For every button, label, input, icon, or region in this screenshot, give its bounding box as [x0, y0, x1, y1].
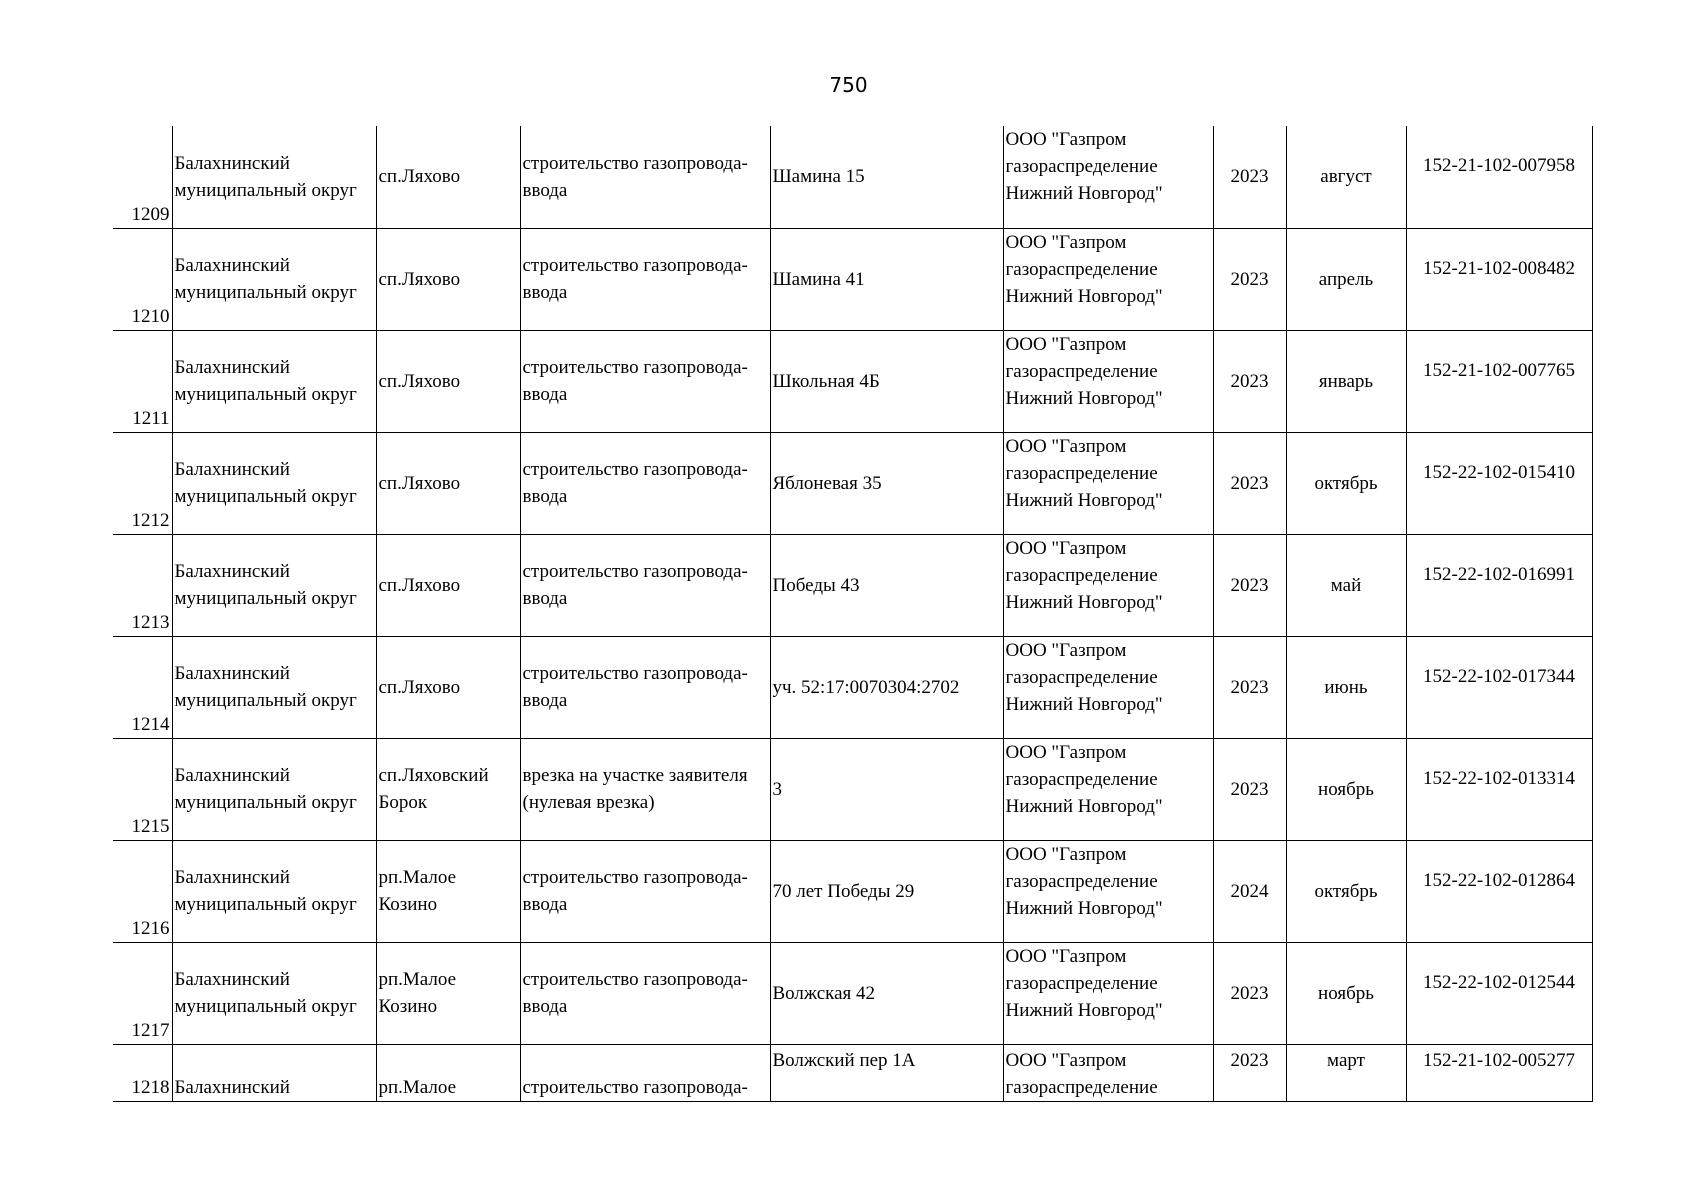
- organization-cell-line: Нижний Новгород": [1005, 897, 1163, 919]
- district-cell: [172, 840, 376, 942]
- district-cell-line: Балахнинский: [174, 969, 290, 990]
- registration-number-cell: 152-22-102-016991: [1406, 534, 1592, 636]
- registration-number-cell: 152-21-102-005277: [1406, 1044, 1592, 1101]
- address-cell: Волжский пер 1А: [770, 1044, 1003, 1101]
- organization-cell: [1003, 228, 1213, 330]
- organization-cell-line: Нижний Новгород": [1005, 285, 1163, 307]
- organization-cell-line: газораспределение: [1005, 1076, 1158, 1098]
- district-cell-line: муниципальный округ: [174, 384, 357, 405]
- locality-cell: [376, 636, 520, 738]
- address-cell: Волжская 42: [770, 942, 1003, 1044]
- row-number-cell: 1218: [113, 1044, 172, 1101]
- table-row: [113, 534, 1592, 636]
- table-row: [113, 840, 1592, 942]
- work-type-cell-line: врезка на участке заявителя: [522, 765, 748, 786]
- address-cell: Шамина 15: [770, 126, 1003, 228]
- district-cell-line: Балахнинский: [174, 255, 290, 276]
- year-cell: 2023: [1213, 126, 1286, 228]
- locality-cell-line: сп.Ляхово: [378, 574, 461, 596]
- district-cell-line: Балахнинский: [174, 1076, 290, 1098]
- row-number-cell: 1215: [113, 738, 172, 840]
- row-number-cell: 1209: [113, 126, 172, 228]
- organization-cell: [1003, 840, 1213, 942]
- registration-number-cell: 152-22-102-015410: [1406, 432, 1592, 534]
- year-cell: 2023: [1213, 1044, 1286, 1101]
- address-cell: Школьная 4Б: [770, 330, 1003, 432]
- address-cell: Яблоневая 35: [770, 432, 1003, 534]
- work-type-cell: [520, 840, 770, 942]
- district-cell-line: Балахнинский: [174, 561, 290, 582]
- work-type-cell-line: ввода: [522, 690, 568, 711]
- organization-cell-line: Нижний Новгород": [1005, 999, 1163, 1021]
- address-cell: 70 лет Победы 29: [770, 840, 1003, 942]
- month-cell: ноябрь: [1286, 738, 1406, 840]
- table-row: [113, 228, 1592, 330]
- organization-cell-line: ООО "Газпром: [1005, 843, 1127, 865]
- locality-cell-line: сп.Ляхово: [378, 166, 461, 188]
- locality-cell-line: сп.Ляхово: [378, 472, 461, 494]
- locality-cell: [376, 840, 520, 942]
- locality-cell-line: сп.Ляхово: [378, 676, 461, 698]
- address-cell: 3: [770, 738, 1003, 840]
- table-row: [113, 432, 1592, 534]
- work-type-cell: [520, 228, 770, 330]
- organization-cell-line: Нижний Новгород": [1005, 591, 1163, 613]
- row-number-cell: 1214: [113, 636, 172, 738]
- year-cell: 2023: [1213, 942, 1286, 1044]
- locality-cell-line: Козино: [378, 894, 438, 915]
- organization-cell-line: ООО "Газпром: [1005, 639, 1127, 661]
- year-cell: 2023: [1213, 432, 1286, 534]
- year-cell: 2023: [1213, 636, 1286, 738]
- row-number-cell: 1210: [113, 228, 172, 330]
- organization-cell-line: ООО "Газпром: [1005, 741, 1127, 763]
- locality-cell: [376, 1044, 520, 1101]
- work-type-cell-line: ввода: [522, 179, 568, 201]
- organization-cell: [1003, 942, 1213, 1044]
- work-type-cell-line: строительство газопровода-: [522, 357, 748, 378]
- organization-cell: [1003, 738, 1213, 840]
- district-cell-line: муниципальный округ: [174, 179, 357, 201]
- year-cell: 2023: [1213, 534, 1286, 636]
- district-cell: [172, 330, 376, 432]
- organization-cell: [1003, 1044, 1213, 1101]
- organization-cell-line: Нижний Новгород": [1005, 693, 1163, 715]
- table-row: [113, 126, 1592, 228]
- work-type-cell-line: ввода: [522, 384, 568, 405]
- locality-cell: [376, 126, 520, 228]
- table-row: [113, 636, 1592, 738]
- page-number: 750: [829, 73, 868, 97]
- locality-cell: [376, 942, 520, 1044]
- year-cell: 2023: [1213, 330, 1286, 432]
- registration-number-cell: 152-21-102-008482: [1406, 228, 1592, 330]
- month-cell: август: [1286, 126, 1406, 228]
- locality-cell-line: рп.Малое: [378, 867, 457, 888]
- work-type-cell: [520, 738, 770, 840]
- district-cell-line: Балахнинский: [174, 867, 290, 888]
- work-type-cell: [520, 126, 770, 228]
- organization-cell-line: Нижний Новгород": [1005, 795, 1163, 817]
- work-type-cell-line: строительство газопровода-: [522, 1076, 748, 1098]
- work-type-cell-line: ввода: [522, 996, 568, 1017]
- organization-cell-line: Нижний Новгород": [1005, 387, 1163, 409]
- locality-cell: [376, 738, 520, 840]
- district-cell-line: Балахнинский: [174, 663, 290, 684]
- organization-cell-line: ООО "Газпром: [1005, 537, 1127, 559]
- work-type-cell: [520, 534, 770, 636]
- month-cell: март: [1286, 1044, 1406, 1101]
- work-type-cell-line: строительство газопровода-: [522, 152, 748, 174]
- district-cell: [172, 1044, 376, 1101]
- organization-cell-line: газораспределение: [1005, 360, 1158, 382]
- table-row: [113, 1044, 1592, 1101]
- row-number-cell: 1212: [113, 432, 172, 534]
- month-cell: октябрь: [1286, 840, 1406, 942]
- locality-cell: [376, 330, 520, 432]
- work-type-cell: [520, 432, 770, 534]
- work-type-cell-line: ввода: [522, 486, 568, 507]
- locality-cell-line: рп.Малое: [378, 969, 457, 990]
- table-row: [113, 738, 1592, 840]
- district-cell: [172, 636, 376, 738]
- organization-cell-line: Нижний Новгород": [1005, 183, 1163, 204]
- month-cell: январь: [1286, 330, 1406, 432]
- row-number-cell: 1211: [113, 330, 172, 432]
- district-cell-line: муниципальный округ: [174, 588, 357, 609]
- month-cell: май: [1286, 534, 1406, 636]
- work-type-cell-line: строительство газопровода-: [522, 969, 748, 990]
- work-type-cell: [520, 330, 770, 432]
- locality-cell-line: сп.Ляхово: [378, 370, 461, 392]
- district-cell-line: Балахнинский: [174, 357, 290, 378]
- work-type-cell: [520, 636, 770, 738]
- work-type-cell: [520, 942, 770, 1044]
- work-type-cell-line: ввода: [522, 588, 568, 609]
- district-cell-line: Балахнинский: [174, 459, 290, 480]
- organization-cell-line: ООО "Газпром: [1005, 231, 1127, 253]
- row-number-cell: 1216: [113, 840, 172, 942]
- district-cell-line: муниципальный округ: [174, 486, 357, 507]
- district-cell: [172, 228, 376, 330]
- organization-cell-line: газораспределение: [1005, 564, 1158, 586]
- organization-cell-line: газораспределение: [1005, 768, 1158, 790]
- district-cell: [172, 432, 376, 534]
- work-type-cell-line: строительство газопровода-: [522, 663, 748, 684]
- organization-cell: [1003, 330, 1213, 432]
- locality-cell: [376, 228, 520, 330]
- district-cell: [172, 534, 376, 636]
- work-type-cell-line: ввода: [522, 282, 568, 303]
- address-cell: Шамина 41: [770, 228, 1003, 330]
- registration-number-cell: 152-21-102-007958: [1406, 126, 1592, 228]
- district-cell-line: муниципальный округ: [174, 996, 357, 1017]
- month-cell: ноябрь: [1286, 942, 1406, 1044]
- district-cell-line: Балахнинский: [174, 765, 290, 786]
- locality-cell-line: рп.Малое: [378, 1076, 457, 1098]
- year-cell: 2023: [1213, 738, 1286, 840]
- organization-cell-line: газораспределение: [1005, 870, 1158, 892]
- work-type-cell-line: строительство газопровода-: [522, 867, 748, 888]
- locality-cell-line: Борок: [378, 792, 428, 813]
- district-cell: [172, 738, 376, 840]
- month-cell: апрель: [1286, 228, 1406, 330]
- locality-cell-line: сп.Ляховский: [378, 765, 489, 786]
- organization-cell-line: ООО "Газпром: [1005, 1049, 1127, 1071]
- locality-cell: [376, 432, 520, 534]
- work-type-cell-line: строительство газопровода-: [522, 255, 748, 276]
- year-cell: 2023: [1213, 228, 1286, 330]
- organization-cell: [1003, 636, 1213, 738]
- registration-number-cell: 152-22-102-012544: [1406, 942, 1592, 1044]
- organization-cell-line: газораспределение: [1005, 666, 1158, 688]
- work-type-cell-line: строительство газопровода-: [522, 459, 748, 480]
- gas-connection-table: [113, 126, 1593, 1102]
- month-cell: октябрь: [1286, 432, 1406, 534]
- district-cell-line: муниципальный округ: [174, 894, 357, 915]
- locality-cell-line: Козино: [378, 996, 438, 1017]
- organization-cell-line: газораспределение: [1005, 972, 1158, 994]
- district-cell-line: муниципальный округ: [174, 282, 357, 303]
- organization-cell-line: ООО "Газпром: [1005, 333, 1127, 355]
- work-type-cell-line: (нулевая врезка): [522, 792, 655, 813]
- organization-cell-line: газораспределение: [1005, 156, 1158, 177]
- organization-cell: [1003, 534, 1213, 636]
- organization-cell-line: ООО "Газпром: [1005, 129, 1127, 150]
- registration-number-cell: 152-22-102-013314: [1406, 738, 1592, 840]
- locality-cell: [376, 534, 520, 636]
- table-body: [113, 126, 1592, 1101]
- district-cell: [172, 942, 376, 1044]
- district-cell-line: муниципальный округ: [174, 690, 357, 711]
- work-type-cell-line: ввода: [522, 894, 568, 915]
- locality-cell-line: сп.Ляхово: [378, 268, 461, 290]
- organization-cell: [1003, 432, 1213, 534]
- organization-cell: [1003, 126, 1213, 228]
- year-cell: 2024: [1213, 840, 1286, 942]
- work-type-cell: [520, 1044, 770, 1101]
- registration-number-cell: 152-22-102-012864: [1406, 840, 1592, 942]
- table-row: [113, 942, 1592, 1044]
- address-cell: Победы 43: [770, 534, 1003, 636]
- row-number-cell: 1213: [113, 534, 172, 636]
- organization-cell-line: газораспределение: [1005, 462, 1158, 484]
- address-cell: уч. 52:17:0070304:2702: [770, 636, 1003, 738]
- organization-cell-line: газораспределение: [1005, 258, 1158, 280]
- month-cell: июнь: [1286, 636, 1406, 738]
- organization-cell-line: Нижний Новгород": [1005, 489, 1163, 511]
- registration-number-cell: 152-21-102-007765: [1406, 330, 1592, 432]
- district-cell-line: муниципальный округ: [174, 792, 357, 813]
- registration-number-cell: 152-22-102-017344: [1406, 636, 1592, 738]
- row-number-cell: 1217: [113, 942, 172, 1044]
- organization-cell-line: ООО "Газпром: [1005, 435, 1127, 457]
- organization-cell-line: ООО "Газпром: [1005, 945, 1127, 967]
- work-type-cell-line: строительство газопровода-: [522, 561, 748, 582]
- district-cell-line: Балахнинский: [174, 152, 290, 174]
- table-row: [113, 330, 1592, 432]
- district-cell: [172, 126, 376, 228]
